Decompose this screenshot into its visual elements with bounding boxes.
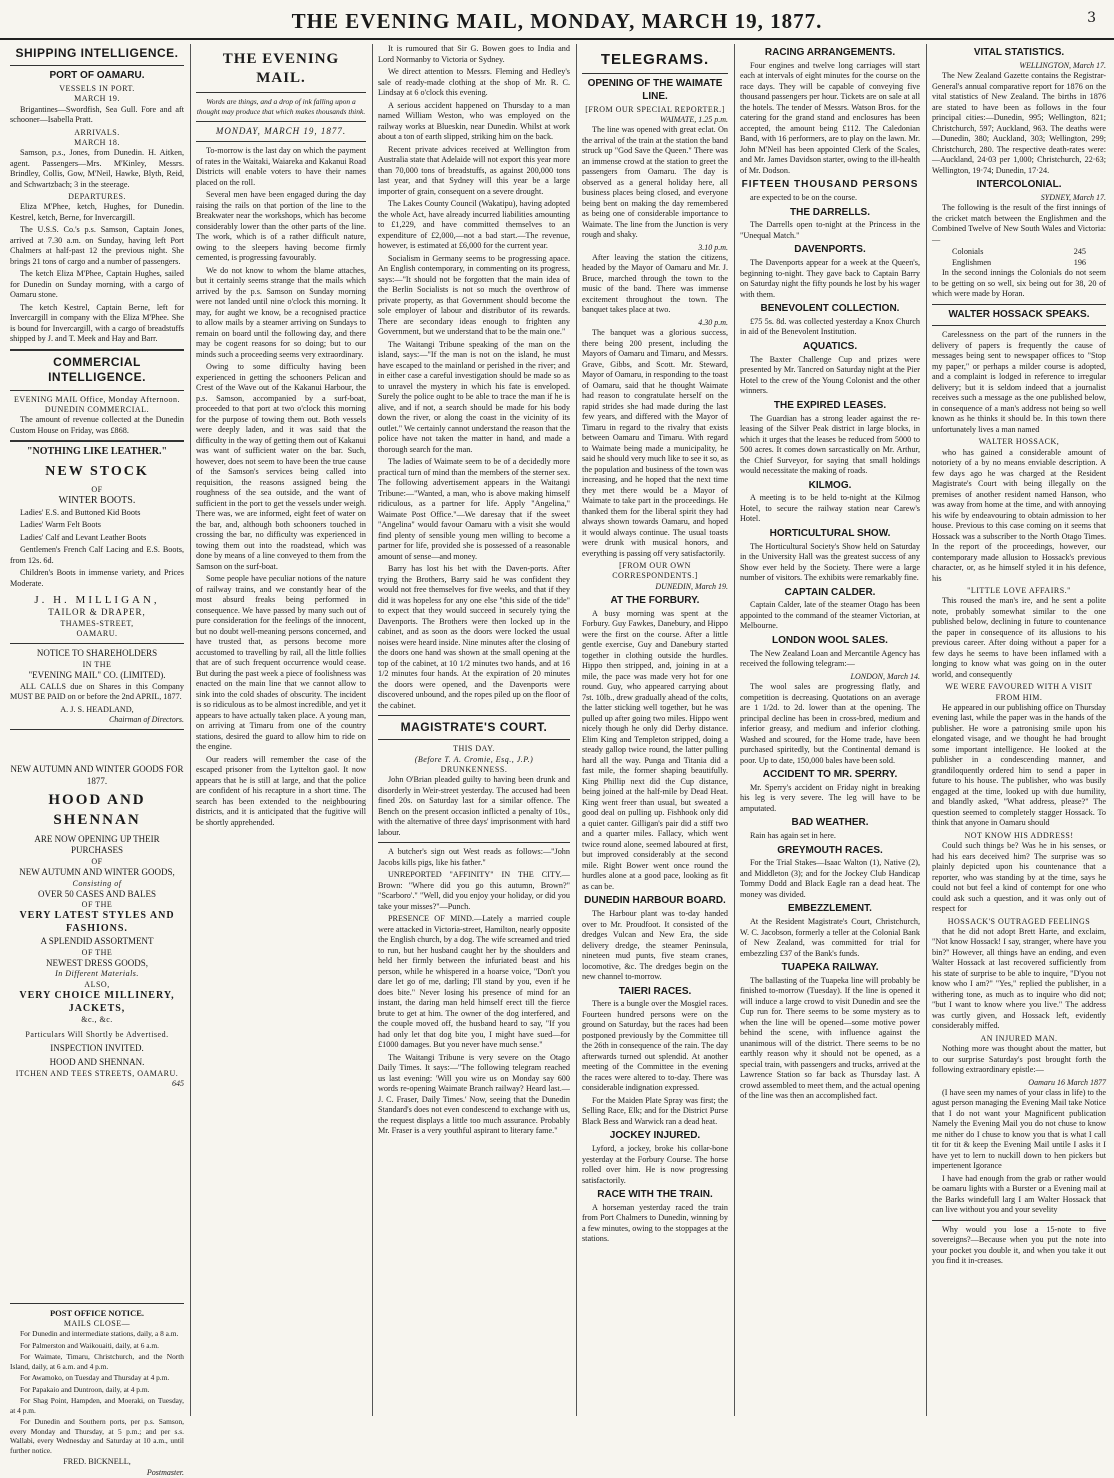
- telegram-paragraph: Captain Calder, late of the steamer Otago has been appointed to the command of the steamer Victorian, at Melbourne.: [740, 600, 920, 631]
- hossack-subhead: AN INJURED MAN.: [980, 1033, 1058, 1043]
- hossack-subhead: WALTER HOSSACK,: [978, 437, 1060, 447]
- horticultural-heading: HORTICULTURAL SHOW.: [769, 527, 891, 539]
- commercial-sub: EVENING MAIL Office, Monday Afternoon.: [13, 394, 181, 404]
- telegram-paragraph: Rain has again set in here.: [750, 831, 836, 841]
- hood-address: ITCHEN AND TEES STREETS, OAMARU.: [15, 1068, 179, 1078]
- shipping-paragraph: The ketch Kestrel, Captain Berne, left for Invercargill in company with the Eliza M'Phee. She is bound for Invercargill, with a cargo of breadstuffs shipped by J. and T. Meek and Hay and Barr.: [10, 302, 184, 344]
- telegram-paragraph: The banquet was a glorious success, there being 200 present, including the Mayors of Oamaru and Timaru, and Messrs. Grave, Gibbs, and Scott. Mr. Steward, Mayor of Oamaru, in responding to the toast of Oamaru, said that he thought Waimate had reason to congratulate herself on the rapid strides she had made during the last few years, and differed with the Mayor of Timaru in regard to the rivalry that exists between Oamaru and Timaru. With regard to Waimate being made a municipality, he said he should very much like to see it so, as the population and business of the town was increasing, and he hoped that the next time they met there would be a Mayor of Waimate to take part in the proceedings. He thanked them for the liberal spirit they had always shown towards Oamaru, and hoped it would always continue. The usual toasts were drunk with musical honors, and everything is passing off very satisfactorily.: [582, 328, 728, 558]
- shipping-heading: SHIPPING INTELLIGENCE.: [15, 46, 179, 60]
- weather-heading: BAD WEATHER.: [791, 817, 869, 829]
- notice-heading: NOTICE TO SHAREHOLDERS: [36, 648, 158, 659]
- telegram-paragraph: Lyford, a jockey, broke his collar-bone yesterday at the Forbury Course. The horse rolled over him. He is now progressing satisfactorily.: [582, 1144, 728, 1185]
- race-train-heading: RACE WITH THE TRAIN.: [597, 1189, 713, 1201]
- post-item: For Shag Point, Hampden, and Moeraki, on Tuesday, at 4 p.m.: [10, 1396, 184, 1415]
- consisting-text: Consisting of: [72, 878, 122, 888]
- from-correspondents: [FROM OUR OWN CORRESPONDENTS.]: [612, 561, 698, 581]
- telegram-time: 4.30 p.m.: [698, 317, 728, 327]
- column-rule: [926, 44, 927, 1416]
- notice-company: "EVENING MAIL" CO. (LIMITED).: [28, 670, 166, 681]
- kilmog-heading: KILMOG.: [808, 479, 852, 491]
- tuapeka-heading: TUAPEKA RAILWAY.: [781, 962, 879, 974]
- hossack-paragraph: who has gained a considerable amount of notoriety of a by no means enviable description. A few days ago he was charged at the Resident Magistrate's Court with being illegally on the premises of another resident named Hanson, who was away from home at the time, and with annoying his wife by endeavouring to obtain admission to her house. Previous to this case coming on it seems that Hossack was a subscriber to the North Otago Times. In the report of the proceedings, however, our contemporary made allusion to Hossack's previous character, or, as he himself styled it in his defence, his: [932, 447, 1106, 583]
- boots-item: Gentlemen's French Calf Lacing and E.S. Boots, from 12s. 6d.: [10, 545, 184, 565]
- hossack-paragraph: Could such things be? Was he in his senses, or had his ears deceived him? The surprise was so plainly depicted upon his countenance that a reporter, who was standing by at the time, says he could not but feel a kind of contempt for one who could ask such a question, and it was only out of respect for: [932, 841, 1106, 914]
- column-6: [928, 44, 1110, 1416]
- ad-connector: OF THE: [81, 947, 113, 957]
- hossack-subhead: WE WERE FAVOURED WITH A VISIT FROM HIM.: [945, 682, 1093, 702]
- news-paragraph: A butcher's sign out West reads as follows:—"John Jacobs kills pigs, like his father.": [378, 847, 570, 867]
- news-paragraph: The Waitangi Tribune is very severe on the Otago Daily Times. It says:—"The following telegram reached us last evening: 'Will you wire us on Monday say 600 words re-opening Waimate Branch railway? Heard last.—J. C. Fraser, Daily Times.' Now, seeing that the Dunedin Standard's does not even condescend to exchange with us, the request displays a little too much assurance. Probably Mr. Fraser is a very youthful aspirant to literary fame.": [378, 1052, 570, 1136]
- waimate-dateline: WAIMATE, 1.25 p.m.: [659, 115, 728, 125]
- inspection-text: INSPECTION INVITED.: [50, 1042, 144, 1053]
- editorial-date: MONDAY, MARCH 19, 1877.: [215, 125, 347, 136]
- telegrams-heading: TELEGRAMS.: [600, 51, 710, 68]
- intercolonial-dateline: SYDNEY, March 17.: [1040, 192, 1106, 202]
- forbury-heading: AT THE FORBURY.: [610, 594, 700, 606]
- darrells-heading: THE DARRELLS.: [790, 206, 870, 218]
- aquatics-heading: AQUATICS.: [802, 340, 858, 352]
- news-paragraph: The Lakes County Council (Wakatipu), having adopted the whole Act, have already incurred liabilities amounting to £1,229, and have committed themselves to an expenditure of £2,000,—not a bad start.—The revenue, however, is estimated at £6,000 for the current year.: [378, 199, 570, 250]
- editorial-paragraph: Our readers will remember the case of the escaped prisoner from the Lyttelton gaol. It now appears that he is still at large, and that the police are confident of his recapture in a short time. The search has been extended to the neighbouring districts, and it is anticipated that the fugitive will be shortly apprehended.: [196, 754, 366, 827]
- vessels-date: MARCH 19.: [74, 94, 120, 104]
- leather-ad-title: "NOTHING LIKE LEATHER.": [26, 446, 168, 458]
- harbour-heading: DUNEDIN HARBOUR BOARD.: [584, 895, 726, 907]
- boots-item: Ladies' E.S. and Buttoned Kid Boots: [20, 507, 141, 517]
- editorial-paragraph: Several men have been engaged during the day raising the rails on that portion of the line to the Breakwater near the workshops, which has become considerably lower than the other parts of the line. The work, which is of a rather difficult nature, owing to the sleepers having become firmly cemented, is progressing favourably.: [196, 190, 366, 263]
- telegram-paragraph: The Darrells open to-night at the Princess in the "Unequal Match.": [740, 220, 920, 240]
- score-value: 196: [1073, 257, 1086, 267]
- post-item: For Awamoko, on Tuesday and Thursday at 4 p.m.: [20, 1373, 170, 1383]
- editorial-paragraph: To-morrow is the last day on which the payment of rates in the Waitaki, Waiareka and Kakanui Road Districts will enable voters to have their names placed on the roll.: [196, 146, 366, 187]
- embezzlement-heading: EMBEZZLEMENT.: [788, 903, 872, 915]
- letter-text: I have had enough from the grab or rather would be oamaru lights with a Burster or a Evening mail at the Barks windefull larg I am Walter Hossack that can live without you and your sevelity: [932, 1173, 1106, 1215]
- hossack-paragraph: He appeared in our publishing office on Thursday evening last, while the paper was in the hands of the publisher. He wore a patronising smile upon his elongated visage, and we thought he had brought some important intelligence. He looked at the publisher in a condescending manner, and grandiloquently ordered him to send a paper in future to his house. The publisher, who was busily engaged at the time, looked up with due humility, and blandly asked, "What address, please?" The question seemed to completely stagger Hossack. To think that anyone in Oamaru should: [932, 702, 1106, 828]
- magistrate-day: THIS DAY.: [453, 744, 495, 754]
- commercial-heading: COMMERCIAL INTELLIGENCE.: [48, 354, 146, 385]
- editorial-paragraph: Owing to some difficulty having been experienced in getting the schooners Pelican and Crest of the Wave out of the Kakanui Harbour, the p.s. Samson, accompanied by a surf-boat, proceeded to that port at two o'clock this morning for the purpose of towing them out. Both vessels were deeply laden, and it was said that the difficulty in the way of getting them out of Kakanui was want of sufficient water on the bar. Such, however, does not seem to have been the true cause of the Samson's services being called into requisition, the reasons assigned being the roughness of the sea outside, and the want of sufficient in the port to get the vessels under weigh. There was, we are informed, eight feet of water on the bar, and, although both schooners touched in crossing the bar, no difficulty was experienced in towing them out into the roadstead, which was done by means of a line conveyed to them from the Samson on the surf-boat.: [196, 362, 366, 571]
- news-paragraph: Recent private advices received at Wellington from Australia state that Adelaide will not export this year more than 70,000 tons of breadstuffs, as against 200,000 tons last year, and that Sydney will this year be a large importer of grain, consequent on a severe drought.: [378, 144, 570, 196]
- column-rule: [190, 44, 191, 1416]
- column-5: [736, 44, 924, 1416]
- ad-connector: IN THE: [82, 659, 112, 669]
- post-item: For Waimate, Timaru, Christchurch, and the North Island, daily, at 6 a.m. and 4 p.m.: [10, 1352, 184, 1371]
- telegram-paragraph: £75 5s. 8d. was collected yesterday a Knox Church in aid of the Benevolent Institution.: [740, 316, 920, 337]
- telegram-paragraph: Mr. Sperry's accident on Friday night in breaking his leg is very severe. The leg will have to be amputated.: [740, 782, 920, 813]
- fifteen-heading: FIFTEEN THOUSAND PERSONS: [741, 179, 919, 191]
- magistrate-before: (Before T. A. Cromie, Esq., J.P.): [414, 754, 534, 764]
- editorial-paragraph: Some people have peculiar notions of the nature of railway trains, and we constantly hear of the most absurd freaks being performed in consequence. We have passed by many such out of pure consideration for the feelings of the innocent, but no doubt well-meaning persons concerned, and have trusted that, as persons become more accustomed to travelling by rail, all the little follies that are of such frequent occurrence would cease. But during the past week a piece of foolishness was enacted on the main line that we cannot allow to sink into the cold shades of obscurity. The incident is so ridiculous as to be almost incredible, and yet it appears to have actually taken place. A young man, on arriving at Timaru from one of the country stations, desired the guard to allow him to ride on the engine.: [196, 574, 366, 752]
- column-1: [6, 44, 188, 1477]
- score-row: [932, 258, 1106, 269]
- telegram-paragraph: The following is the result of the first innings of the cricket match between the Englishmen and the Combined Twelve of New South Wales and Victoria:—: [932, 203, 1106, 244]
- telegram-paragraph: Four engines and twelve long carriages will start each at intervals of eight minutes for the course on the race days. They will be capable of conveying five thousand passengers per hour. Tickets are on sale at all the hotels. The tender of Messrs. Watson Bros. for the catering for the grand stand and enclosures has been accepted, the amount being £112. The Caledonian Band, with 16 performers, are to play on the lawn. Mr. John M'Neil has been appointed Clerk of the Scales, and Mr. James Davidson starter, owing to the ill-health of Mr. Dodson.: [740, 60, 920, 175]
- port-heading: PORT OF OAMARU.: [49, 70, 145, 82]
- dunedin-dateline: DUNEDIN, March 19.: [655, 581, 728, 591]
- millinery-text: VERY CHOICE MILLINERY, JACKETS,: [19, 989, 175, 1014]
- telegram-paragraph: The line was opened with great eclat. On the arrival of the train at the station the band struck up "God Save the Queen." There was an immense crowd at the station to greet the passengers from Oamaru. The day is observed as a general holiday here, all business places being closed, and everyone being bent on making the day remembered as being one of considerable importance to Waimate. The line from the Junction is very rough and shaky.: [582, 125, 728, 240]
- waimate-heading: OPENING OF THE WAIMATE LINE.: [587, 78, 723, 102]
- latest-styles: VERY LATEST STYLES AND FASHIONS.: [19, 910, 175, 935]
- post-office-heading: POST OFFICE NOTICE.: [49, 1308, 145, 1319]
- mails-close: MAILS CLOSE—: [63, 1319, 131, 1329]
- column-rule: [734, 44, 735, 1416]
- score-value: 245: [1073, 247, 1086, 257]
- telegram-paragraph: The New Zealand Gazette contains the Registrar-General's annual comparative report for 1876 on the vital statistics of New Zealand. The births in 1876 are stated to have been as follows in the four principal cities:—Dunedin, 995; Wellington, 821; Christchurch, 597; Auckland, 963. The deaths were—Dunedin, 380; Auckland, 303; Wellington, 299; Christchurch, 280. The respective death-rates were:—Auckland, 24·03 per 1,000; Christchurch, 22·63; Wellington, 19·74; Dunedin, 17·24.: [932, 71, 1106, 175]
- cases-text: OVER 50 CASES AND BALES: [37, 888, 156, 899]
- arrivals-date: MARCH 18.: [74, 137, 120, 147]
- news-paragraph: The Waitangi Tribune speaking of the man on the island, says:—"If the man is not on the island, he must have escaped to the mainland or perished in the river; and in either case a careful investigation should be made so as to unravel the mystery in which his fate is enveloped. Surely the police ought to be able to trace the man if he is alive, and if not, a search should be made for his body down the river, or along the coast in the vicinity of its outlet." We certainly cannot understand the reason that the police have not taken the matter in hand, and made a thorough search for the man.: [378, 339, 570, 454]
- jockey-heading: JOCKEY INJURED.: [609, 1130, 701, 1142]
- telegram-paragraph: A meeting is to be held to-night at the Kilmog Hotel, to secure the railway station near Carew's Hotel.: [740, 493, 920, 524]
- davenports-heading: DAVENPORTS.: [794, 244, 866, 256]
- hood-shennan-title: HOOD AND SHENNAN: [48, 792, 146, 828]
- ad-number: 645: [172, 1079, 184, 1089]
- particulars-text: Particulars Will Shortly be Advertised.: [25, 1029, 169, 1039]
- hossack-paragraph: that he did not adopt Brett Harte, and exclaim, "Not know Hossack! I say, stranger, where have you bin?" However, all things have an ending, and even Walter Hossack at last recovered sufficiently from his state of surprise to be able to inquire, "D'you not know who I am?" "Yes," replied the publisher, in a withering tone, as much as to inquire who did not; "but I want to know where you live." The address was curtly given, and Hossack left, evidently considerably miffed.: [932, 926, 1106, 1031]
- intercolonial-heading: INTERCOLONIAL.: [976, 179, 1062, 191]
- hossack-subhead: HOSSACK'S OUTRAGED FEELINGS: [947, 916, 1091, 926]
- ad-connector: OF: [91, 856, 103, 866]
- column-4: [578, 44, 732, 1416]
- milligan-street: THAMES-STREET,: [60, 618, 134, 628]
- telegram-paragraph: The Baxter Challenge Cup and prizes were presented by Mr. Tancred on Saturday night at the Pier Hotel to the crew of the Young Colonist and the other winners.: [740, 354, 920, 396]
- departures-heading: DEPARTURES.: [68, 192, 126, 202]
- post-item: For Dunedin and Southern ports, per p.s. Samson, every Monday and Thursday, at 5 p.m.; and per s.s. Wallabi, every Wednesday and Saturday at 10 a.m., until further notice.: [10, 1417, 184, 1455]
- hossack-paragraph: Nothing more was thought about the matter, but to our surprise Saturday's post brought forth the following extraordinary epistle:—: [932, 1044, 1106, 1074]
- page-number: 3: [1087, 10, 1096, 26]
- ad-connector: OF: [91, 484, 103, 494]
- telegram-paragraph: The Davenports appear for a week at the Queen's, beginning to-night. They gave back to Captain Barry on Saturday night the fifty pounds he lost by his wager with them.: [740, 258, 920, 299]
- benevolent-heading: BENEVOLENT COLLECTION.: [760, 303, 900, 315]
- milligan-town: OAMARU.: [76, 629, 118, 639]
- column-2: [192, 44, 370, 1416]
- score-team: Englishmen: [952, 257, 992, 267]
- column-rule: [372, 44, 373, 1416]
- masthead: [0, 0, 1114, 40]
- telegram-paragraph: In the second innings the Colonials do not seem to be getting on so well, six being out for 38, 20 of which were made by Horan.: [932, 268, 1106, 299]
- assortment-text: A SPLENDID ASSORTMENT: [40, 936, 154, 947]
- also-text: ALSO,: [84, 979, 110, 989]
- materials-text: In Different Materials.: [55, 969, 139, 979]
- telegram-paragraph: For the Maiden Plate Spray was first; the Selling Race, Elk; and for the District Purse Black Bess and Warwick ran a dead heat.: [582, 1095, 728, 1126]
- autumn-heading: NEW AUTUMN AND WINTER GOODS FOR 1877.: [10, 764, 184, 786]
- postmaster-title: Postmaster.: [146, 1467, 184, 1477]
- vessels-heading: VESSELS IN PORT.: [59, 84, 135, 94]
- boots-item: Ladies' Calf and Levant Leather Boots: [20, 532, 147, 542]
- commercial-city: DUNEDIN COMMERCIAL.: [44, 404, 150, 414]
- telegram-paragraph: After leaving the station the citizens, headed by the Mayor of Oamaru and Mr. J. Bruce, marched through the town to the music of the band. There was immense excitement throughout the town. The banquet takes place at two.: [582, 252, 728, 315]
- telegram-paragraph: The Harbour plant was to-day handed over to Mr. Proudfoot. It consisted of the dredges Vulcan and New Era, the side delivery dredge, the steamer Peninsula, nineteen mud punts, five steam cranes, locomotive, &c. The dredges begin on the new channel to-morrow.: [582, 909, 728, 982]
- boots-item: Children's Boots in immense variety, and Prices Moderate.: [10, 568, 184, 588]
- leases-heading: THE EXPIRED LEASES.: [773, 399, 887, 411]
- post-item: For Palmerston and Waikouaiti, daily, at 6 a.m.: [20, 1340, 159, 1350]
- headland-name: A. J. S. HEADLAND,: [60, 704, 134, 714]
- opening-text: ARE NOW OPENING UP THEIR PURCHASES: [34, 833, 160, 856]
- telegram-paragraph: are expected to be on the course.: [750, 193, 858, 203]
- ad-connector: OF THE: [81, 900, 113, 910]
- hossack-subhead: NOT KNOW HIS ADDRESS!: [964, 830, 1074, 840]
- dress-goods: NEWEST DRESS GOODS,: [45, 957, 149, 968]
- arrivals-text: Samson, p.s., Jones, from Dunedin. H. Aitken, agent. Passengers—Mrs. M'Kinley, Messrs. Brindley, Collis, Gow, M'Neil, Hawke, Blyth, Reid, and Schwartzbach; 3 in the steerage.: [10, 148, 184, 189]
- vital-dateline: WELLINGTON, March 17.: [1019, 60, 1106, 70]
- telegram-paragraph: The Guardian has a strong leader against the re-leasing of the Silver Peak district in large blocks, in which it urges that the leases be reduced from 5000 to 500 acres. It comes down sarcastically on Mr. Arthur, the Chief Surveyor, for saying that small holdings would necessitate the making of roads.: [740, 413, 920, 476]
- news-paragraph: It is rumoured that Sir G. Bowen goes to India and Lord Normanby to Victoria or Sydney.: [378, 44, 570, 64]
- milligan-name: J. H. MILLIGAN,: [34, 594, 160, 607]
- hossack-subhead: "LITTLE LOVE AFFAIRS.": [967, 586, 1071, 596]
- from-reporter: [FROM OUR SPECIAL REPORTER.]: [585, 104, 725, 114]
- editorial-motto: Words are things, and a drop of ink falling upon a thought may produce that which makes thousands think.: [196, 97, 366, 116]
- news-paragraph: Barry has lost his bet with the Daven-ports. After trying the Brothers, Barry said he was confident they would not free themselves for five weeks, and that if they did it was hopeless for any one else "this side of the tide" to expect that they would succeed in securely tying the Davenports. The Brothers were then locked up in the cabinet, and as soon as the doors were locked the usual noises were heard inside. Nine minutes after the closing of the doors one hand was shown at the small opening at the top of the cabinet, at 10 1/2 minutes two hands, and at 16 1/2 minutes four hands. At the expiration of 20 minutes the doors were opened, and the Davenports were discovered unbound, and the ropes piled up on the floor of the cabinet.: [378, 564, 570, 710]
- greymouth-heading: GREYMOUTH RACES.: [777, 844, 883, 856]
- new-stock: NEW STOCK: [45, 463, 149, 479]
- hossack-heading: WALTER HOSSACK SPEAKS.: [948, 308, 1090, 320]
- autumn-goods: NEW AUTUMN AND WINTER GOODS,: [19, 866, 175, 877]
- vessels-text: Brigantines—Swordfish, Sea Gull. Fore and aft schooner—Isabella Pratt.: [10, 104, 184, 125]
- news-paragraph: We direct attention to Messrs. Fleming and Hedley's sale of ready-made clothing at the shop of Mr. R. C. Lindsay at 6 o'clock this evening.: [378, 67, 570, 97]
- news-paragraph: A serious accident happened on Thursday to a man named William Weston, who was employed on the railway works at Blueskin, near Dunedin. Whilst at work about a ton of earth slipped, striking him on the back.: [378, 100, 570, 141]
- london-dateline: LONDON, March 14.: [850, 671, 920, 681]
- winter-boots: WINTER BOOTS.: [58, 494, 136, 506]
- score-row: [932, 247, 1106, 258]
- milligan-trade: TAILOR & DRAPER,: [48, 607, 146, 618]
- wool-heading: LONDON WOOL SALES.: [772, 634, 888, 646]
- court-paragraph: John O'Brian pleaded guilty to having been drunk and disorderly in Weir-street yesterday. The accused had been fined 20s. on Saturday last for a similar offence. The Bench on the present occasion inflicted a penalty of 10s., with the alternative of three days' imprisonment with hard labour.: [378, 775, 570, 837]
- news-paragraph: UNREPORTED "AFFINITY" IN THE CITY.—Brown: "Where did you go this autumn, Brown?" "Scarboro'." "Well, did you enjoy your holiday, or did you take your misses?"—Punch.: [378, 870, 570, 911]
- score-team: Colonials: [952, 247, 984, 257]
- post-item: For Papakaio and Duntroon, daily, at 4 p.m.: [20, 1384, 150, 1394]
- hossack-paragraph: Carelessness on the part of the runners in the delivery of papers is frequently the cause of messages being sent to newspaper offices to "Stop my paper," or perhaps a milder course is adopted, and a complaint is lodged in reference to irregular delivery; but it is seldom indeed that a journalist receives such a message as the one published below, in consequence of a man's address not being so well known as he thinks it should be. In this town there unfortunately lives a man named: [932, 330, 1106, 434]
- vital-heading: VITAL STATISTICS.: [973, 47, 1065, 58]
- magistrate-heading: MAGISTRATE'S COURT.: [400, 720, 548, 734]
- calder-heading: CAPTAIN CALDER.: [784, 586, 876, 598]
- letter-date: Oamaru 16 March 1877: [1028, 1077, 1106, 1087]
- letter-text: (I have seen my names of your class in life) to the agust person managing the Evening Mail take Notice that I do not want your Magnificent publication Namely the Evening Mail you do not chuse to know me nither do I chuse to know you that is what I call tit for tit & keep the Evening Mail untile I asks it I have yet to lern to nuckill down to hen pickers but impertenent Igorance: [932, 1087, 1106, 1171]
- shipping-paragraph: The ketch Eliza M'Phee, Captain Hughes, sailed for Dunedin on Sunday morning, with a cargo of Oamaru stone.: [10, 269, 184, 300]
- hossack-paragraph: This roused the man's ire, and he sent a polite note, probably somewhat similar to the one published below, declining in future to countenance the paper in consequence of its allusions to his previous career. After doing without a paper for a few days he seems to have been inflamed with a longing to know what was going on in the outer world, and consequently: [932, 596, 1106, 679]
- headland-title: Chairman of Directors.: [108, 715, 184, 725]
- news-paragraph: PRESENCE OF MIND.—Lately a married couple were attacked in Victoria-street, Hamilton, nearly opposite the English church, by a dog. The wife screamed and tried to run, but her husband caught her by the shoulders and held her firmly between the infuriated beast and his person, while he whispered in a hoarse voice, "Don't you dare let go of me, darling; I'll stand by you, even if he does bite." Never losing his presence of mind for an instant, the daring man held himself erect till the fierce brute to get at him. The owner of the dog interfered, and the couple moved off, the husband heard to say, "If you had only let that dog bite you, I might have sued—for £1000 damages. But you never have much sense.": [378, 914, 570, 1050]
- arrivals-heading: ARRIVALS.: [74, 127, 120, 137]
- post-item: For Dunedin and intermediate stations, daily, a 8 a.m.: [20, 1329, 179, 1339]
- telegram-paragraph: A horseman yesterday raced the train from Port Chalmers to Dunedin, winning by a few minutes, owing to the stoppages at the stations.: [582, 1202, 728, 1244]
- telegram-paragraph: The Horticultural Society's Show held on Saturday in the University Hall was the greatest success of any Show ever held by the Society. There were a large number of visitors. The exhibits were remarkably fine.: [740, 541, 920, 583]
- telegram-paragraph: For the Trial Stakes—Isaac Walton (1), Native (2), and Middleton (3); and for the Jockey Club Handicap Tommy Dodd and Black Eagle ran a dead heat. The money was divided.: [740, 858, 920, 899]
- taieri-heading: TAIERI RACES.: [618, 985, 692, 997]
- news-paragraph: The ladies of Waimate seem to be of a decidedly more practical turn of mind than the members of the sterner sex. The following advertisement appears in the Waitangi Tribune:—"Wanted, a man, who is above making himself ridiculous, as a partner for life. Apply "Angelina," Waimate Post Office."—We daresay that if the sweet "Angelina" would favour Oamaru with a visit she would find plenty of sensible young men willing to become a partner for life, provided she is possessed of a reasonable amount of sense—and money.: [378, 457, 570, 561]
- telegram-paragraph: The wool sales are progressing flatly, and competition is decreasing. Quotations on an average are 1 1/2d. to 2d. lower than at the opening. The principal decline has been in cross-bred, medium and inferior greasy, and medium and inferior clothing. Washed and scoured, for the Home trade, have been purchased spiritedly, but the Continental demand is poor. Up to date, 150,000 bales have been sold.: [740, 682, 920, 765]
- masthead-title: THE EVENING MAIL, MONDAY, MARCH 19, 1877.: [291, 9, 823, 33]
- sperry-heading: ACCIDENT TO MR. SPERRY.: [762, 769, 898, 780]
- riddle-paragraph: Why would you lose a 15-note to five sovereigns?—Because when you put the note into your pocket you double it, and when you take it out you find it in-creases.: [932, 1224, 1106, 1266]
- boots-item: Ladies' Warm Felt Boots: [20, 520, 101, 530]
- editorial-title: THE EVENING MAIL.: [222, 51, 340, 87]
- departures-text: Eliza M'Phee, ketch, Hughes, for Dunedin. Kestrel, ketch, Berne, for Invercargill.: [10, 202, 184, 222]
- shipping-paragraph: The U.S.S. Co.'s p.s. Samson, Captain Jones, arrived at 7.30 a.m. on Sunday, having left Port Chalmers at half-past 12 the previous night. She brings 21 tons of cargo and a number of passengers.: [10, 225, 184, 266]
- editorial-paragraph: We do not know to whom the blame attaches, but it certainly seems strange that the mails which arrived by the p.s. Samson on Sunday morning were not landed until nine o'clock this morning. It may, for aught we know, be a recognised practice to allow mails by a steamer arriving on Sundays to remain on board until the following day, and there may be cogent reasons for so doing; but to our minds such a proceeding seems very extraordinary.: [196, 265, 366, 359]
- telegram-paragraph: The New Zealand Loan and Mercantile Agency has received the following telegram:—: [740, 648, 920, 669]
- drunkenness-heading: DRUNKENNESS.: [440, 764, 508, 774]
- news-paragraph: Socialism in Germany seems to be progressing apace. An English contemporary, in commenting on its progress, says:—"It should not be forgotten that the main idea of the Berlin Socialists is not so much the overthrow of private property, as that Government should become the sole employer of labour and distributor of its rewards. There are secondary ideas enough to frighten any Government, but we understand that to be the main one.": [378, 253, 570, 336]
- telegram-paragraph: The ballasting of the Tuapeka line will probably be finished to-morrow (Tuesday). If the line is opened it will induce a large crowd to visit Dunedin and see the Cup run for. There seems to be some mystery as to when the line will be opened—some motive power behind the scene, with influence against the unanimous will of the district. There seems to be no earthly reason why it should not be opened, as a special train, with passengers and trucks, arrived at the Lawrence Station so far back as Thursday last. A crowd assembled to meet them, and the actual opening of the line was then an accomplished fact.: [740, 975, 920, 1101]
- racing-heading: RACING ARRANGEMENTS.: [764, 47, 896, 58]
- postmaster-name: FRED. BICKNELL,: [63, 1457, 131, 1467]
- hood-shennan-sign: HOOD AND SHENNAN.: [49, 1057, 145, 1068]
- column-rule: [576, 44, 577, 1416]
- telegram-time: 3.10 p.m.: [698, 242, 728, 252]
- calls-text: ALL CALLS due on Shares in this Company MUST BE PAID on or before the 2nd APRIL, 1877.: [10, 681, 184, 702]
- etc-text: &c., &c.: [81, 1015, 113, 1025]
- commercial-text: The amount of revenue collected at the Dunedin Custom House on Friday, was £868.: [10, 415, 184, 435]
- telegram-paragraph: At the Resident Magistrate's Court, Christchurch, W. C. Jacobson, formerly a teller at the Colonial Bank of New Zealand, was committed for trial for embezzling £37 of the Bank's funds.: [740, 917, 920, 958]
- column-3: [374, 44, 574, 1416]
- telegram-paragraph: There is a bungle over the Mosgiel races. Fourteen hundred persons were on the ground on Saturday, but the races had been postponed previously by the Committee till the 26th in consequence of the rain. The day afterwards turned out splendid. At another meeting of the Committee in the evening the races were altered to to-day. There was considerable indignation expressed.: [582, 999, 728, 1093]
- telegram-paragraph: A busy morning was spent at the Forbury. Guy Fawkes, Danebury, and Hippo were the first on the course. After a little gentle exercise, Guy and Danebury started together in clothing outside the hurdles. Hippo then stripped, and, joining in at a mile, the pace was made very hot for one round. Guy, who appeared carrying about 7st. 10lb., drew gradually ahead of the colts, the latter sticking well together, but he was pulled up after going two miles. Hippo went nicely though he only did Derby distance. Elim King and Templeton stripped, doing a steady gallop twice round, the latter pulling hard all the way. Punga and Titania did a fast mile, the former shaping beautifully. King Phillip next did the Cup distance, being joined at the half-mile by Dead Heat. King went freer than usual, but sweated a good deal on pulling up. Fishhook only did a quiet canter. Gilligan's pair did a stiff two and a quarter miles. Fallacy, which went twice round alone, seemed laboured at first, but improved considerably at the second mile. Right Bower went once round the hurdles alone at a good pace, looking as fit as can be.: [582, 608, 728, 891]
